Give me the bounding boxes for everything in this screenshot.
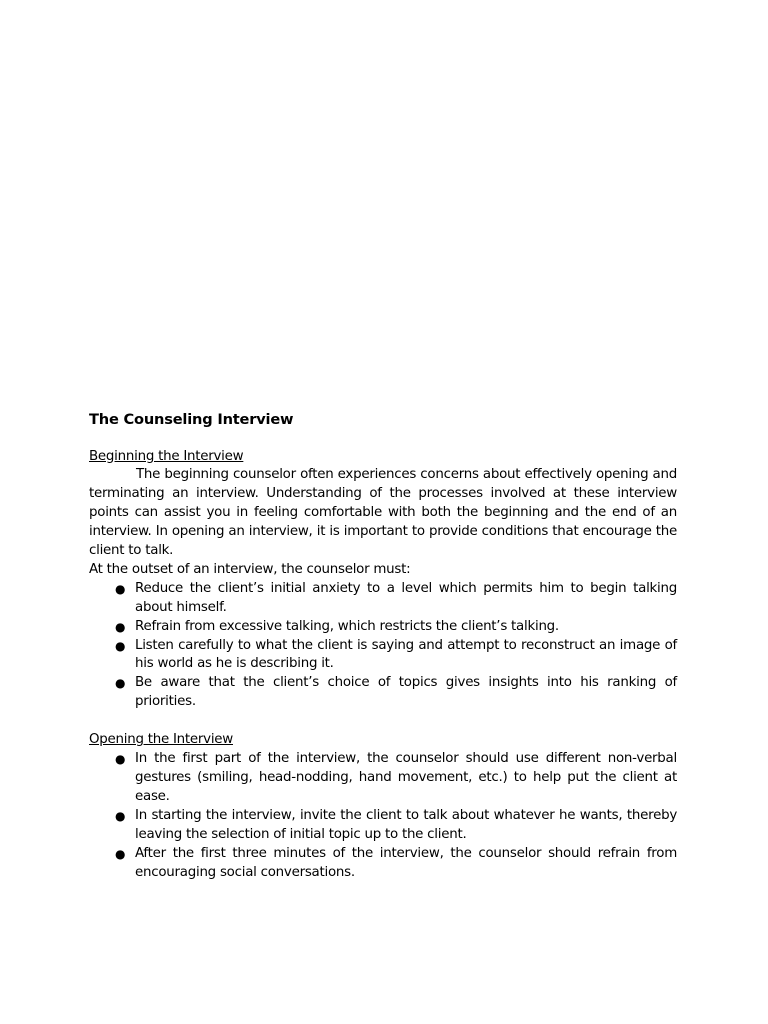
beginning-bullet-list: [89, 580, 677, 712]
opening-bullet-list: [89, 750, 677, 882]
intro-paragraph: The beginning counselor often experiences concerns about effectively opening and terminating an interview. Understanding of the processes involved at these interview points can assist you in feeling comfortable with both the beginning and the end of an interview. In opening an interview, it is important to provide conditions that encourage the client to talk.: [89, 467, 677, 559]
bullet-icon: ●: [115, 752, 126, 767]
bullet-icon: ●: [115, 638, 126, 653]
list-item: [89, 674, 677, 712]
list-item: [89, 807, 677, 845]
bullet-icon: ●: [115, 581, 126, 596]
title-spacer: [89, 431, 677, 448]
list-item-text: Be aware that the client’s choice of topics gives insights into his ranking of priorities.: [135, 675, 677, 710]
section-heading-opening: Opening the Interview: [89, 732, 233, 748]
bullet-icon: ●: [115, 676, 126, 691]
list-item-text: Listen carefully to what the client is saying and attempt to reconstruct an image of his world as he is describing it.: [135, 637, 677, 672]
section-heading-beginning: Beginning the Interview: [89, 448, 244, 464]
list-item: [89, 580, 677, 618]
list-item-text: In the first part of the interview, the counselor should use different non-verbal gestures (smiling, head-nodding, hand movement, etc.) to help put the client at ease.: [135, 751, 677, 804]
bullet-icon: ●: [115, 808, 126, 823]
lead-in-text: At the outset of an interview, the counselor must:: [89, 561, 411, 577]
list-item: [89, 618, 677, 637]
list-item: [89, 750, 677, 807]
bullet-icon: ●: [115, 619, 126, 634]
document-title: The Counseling Interview: [89, 411, 294, 428]
list-item-text: After the first three minutes of the interview, the counselor should refrain from encouraging social conversations.: [135, 845, 677, 880]
list-item: [89, 637, 677, 675]
list-item: [89, 845, 677, 883]
list-item-text: Reduce the client’s initial anxiety to a level which permits him to begin talking about himself.: [135, 580, 677, 615]
section-spacer: [89, 712, 677, 731]
bullet-icon: ●: [115, 846, 126, 861]
list-item-text: Refrain from excessive talking, which restricts the client’s talking.: [135, 618, 559, 634]
list-item-text: In starting the interview, invite the client to talk about whatever he wants, thereby leaving the selection of initial topic up to the client.: [135, 807, 677, 842]
document-body: [89, 409, 677, 882]
